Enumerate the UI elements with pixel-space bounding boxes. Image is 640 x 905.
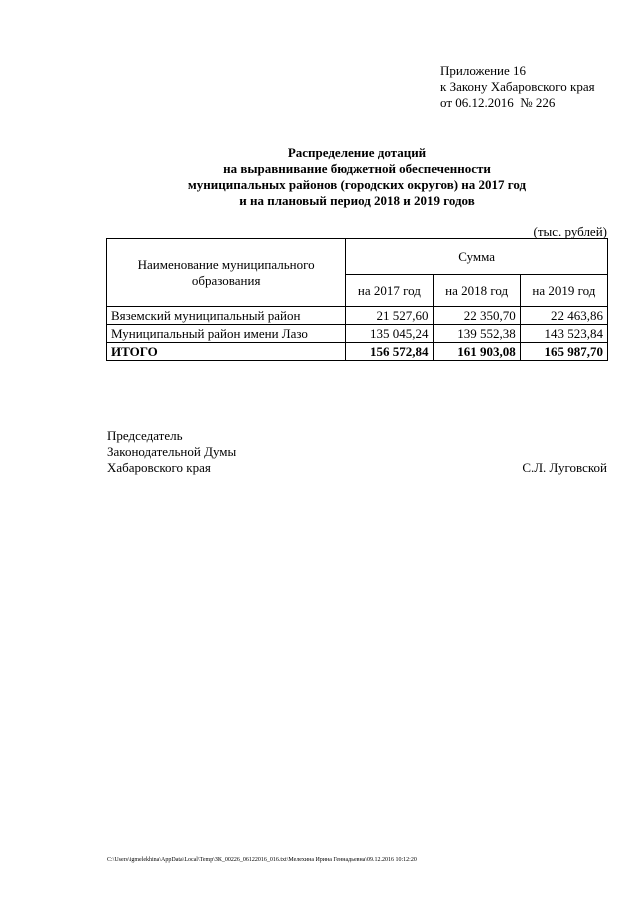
row-value-2019: 22 463,86 <box>520 307 607 325</box>
signature-row <box>107 460 607 476</box>
signature-position-line-2: Законодательной Думы <box>107 444 237 459</box>
signature-block <box>107 428 607 476</box>
appendix-law-date: от 06.12.2016 № 226 <box>440 95 556 110</box>
header-year-2019: на 2019 год <box>520 275 607 307</box>
row-name: Вяземский муниципальный район <box>107 307 346 325</box>
row-value-2017: 135 045,24 <box>346 325 433 343</box>
total-value-2019: 165 987,70 <box>520 343 607 361</box>
signatory-name: С.Л. Луговской <box>522 460 607 475</box>
title-line-1: Распределение дотаций <box>287 145 427 160</box>
header-year-2018: на 2018 год <box>433 275 520 307</box>
title-line-2: на выравнивание бюджетной обеспеченности <box>223 161 491 176</box>
title-line-3: муниципальных районов (городских округов) на 2017 год <box>187 177 527 192</box>
total-value-2018: 161 903,08 <box>433 343 520 361</box>
total-label: ИТОГО <box>107 343 346 361</box>
table-total-row <box>107 343 608 361</box>
table-row <box>107 325 608 343</box>
signature-position-line-1: Председатель <box>107 428 183 443</box>
total-value-2017: 156 572,84 <box>346 343 433 361</box>
header-year-2017: на 2017 год <box>346 275 433 307</box>
appendix-header <box>440 63 595 111</box>
subsidy-table <box>106 238 608 361</box>
table-row <box>107 307 608 325</box>
header-municipality-name: Наименование муниципального образования <box>107 239 346 307</box>
row-name: Муниципальный район имени Лазо <box>107 325 346 343</box>
appendix-law-reference: к Закону Хабаровского края <box>440 79 595 94</box>
appendix-number: Приложение 16 <box>440 63 527 78</box>
title-line-4: и на плановый период 2018 и 2019 годов <box>239 193 475 208</box>
row-value-2018: 139 552,38 <box>433 325 520 343</box>
row-value-2019: 143 523,84 <box>520 325 607 343</box>
units-label: (тыс. рублей) <box>533 224 607 239</box>
document-title <box>107 145 607 209</box>
signature-position-line-3: Хабаровского края <box>107 460 211 475</box>
file-path-footer: C:\Users\igmelekhina\AppData\Local\Temp\ЗК_00226_06122016_016.txt\Мелехина Ирина Геннадьевна\09.12.2016 10:12:20 <box>107 857 417 863</box>
row-value-2017: 21 527,60 <box>346 307 433 325</box>
table-header-row <box>107 239 608 275</box>
header-sum: Сумма <box>346 239 608 275</box>
row-value-2018: 22 350,70 <box>433 307 520 325</box>
